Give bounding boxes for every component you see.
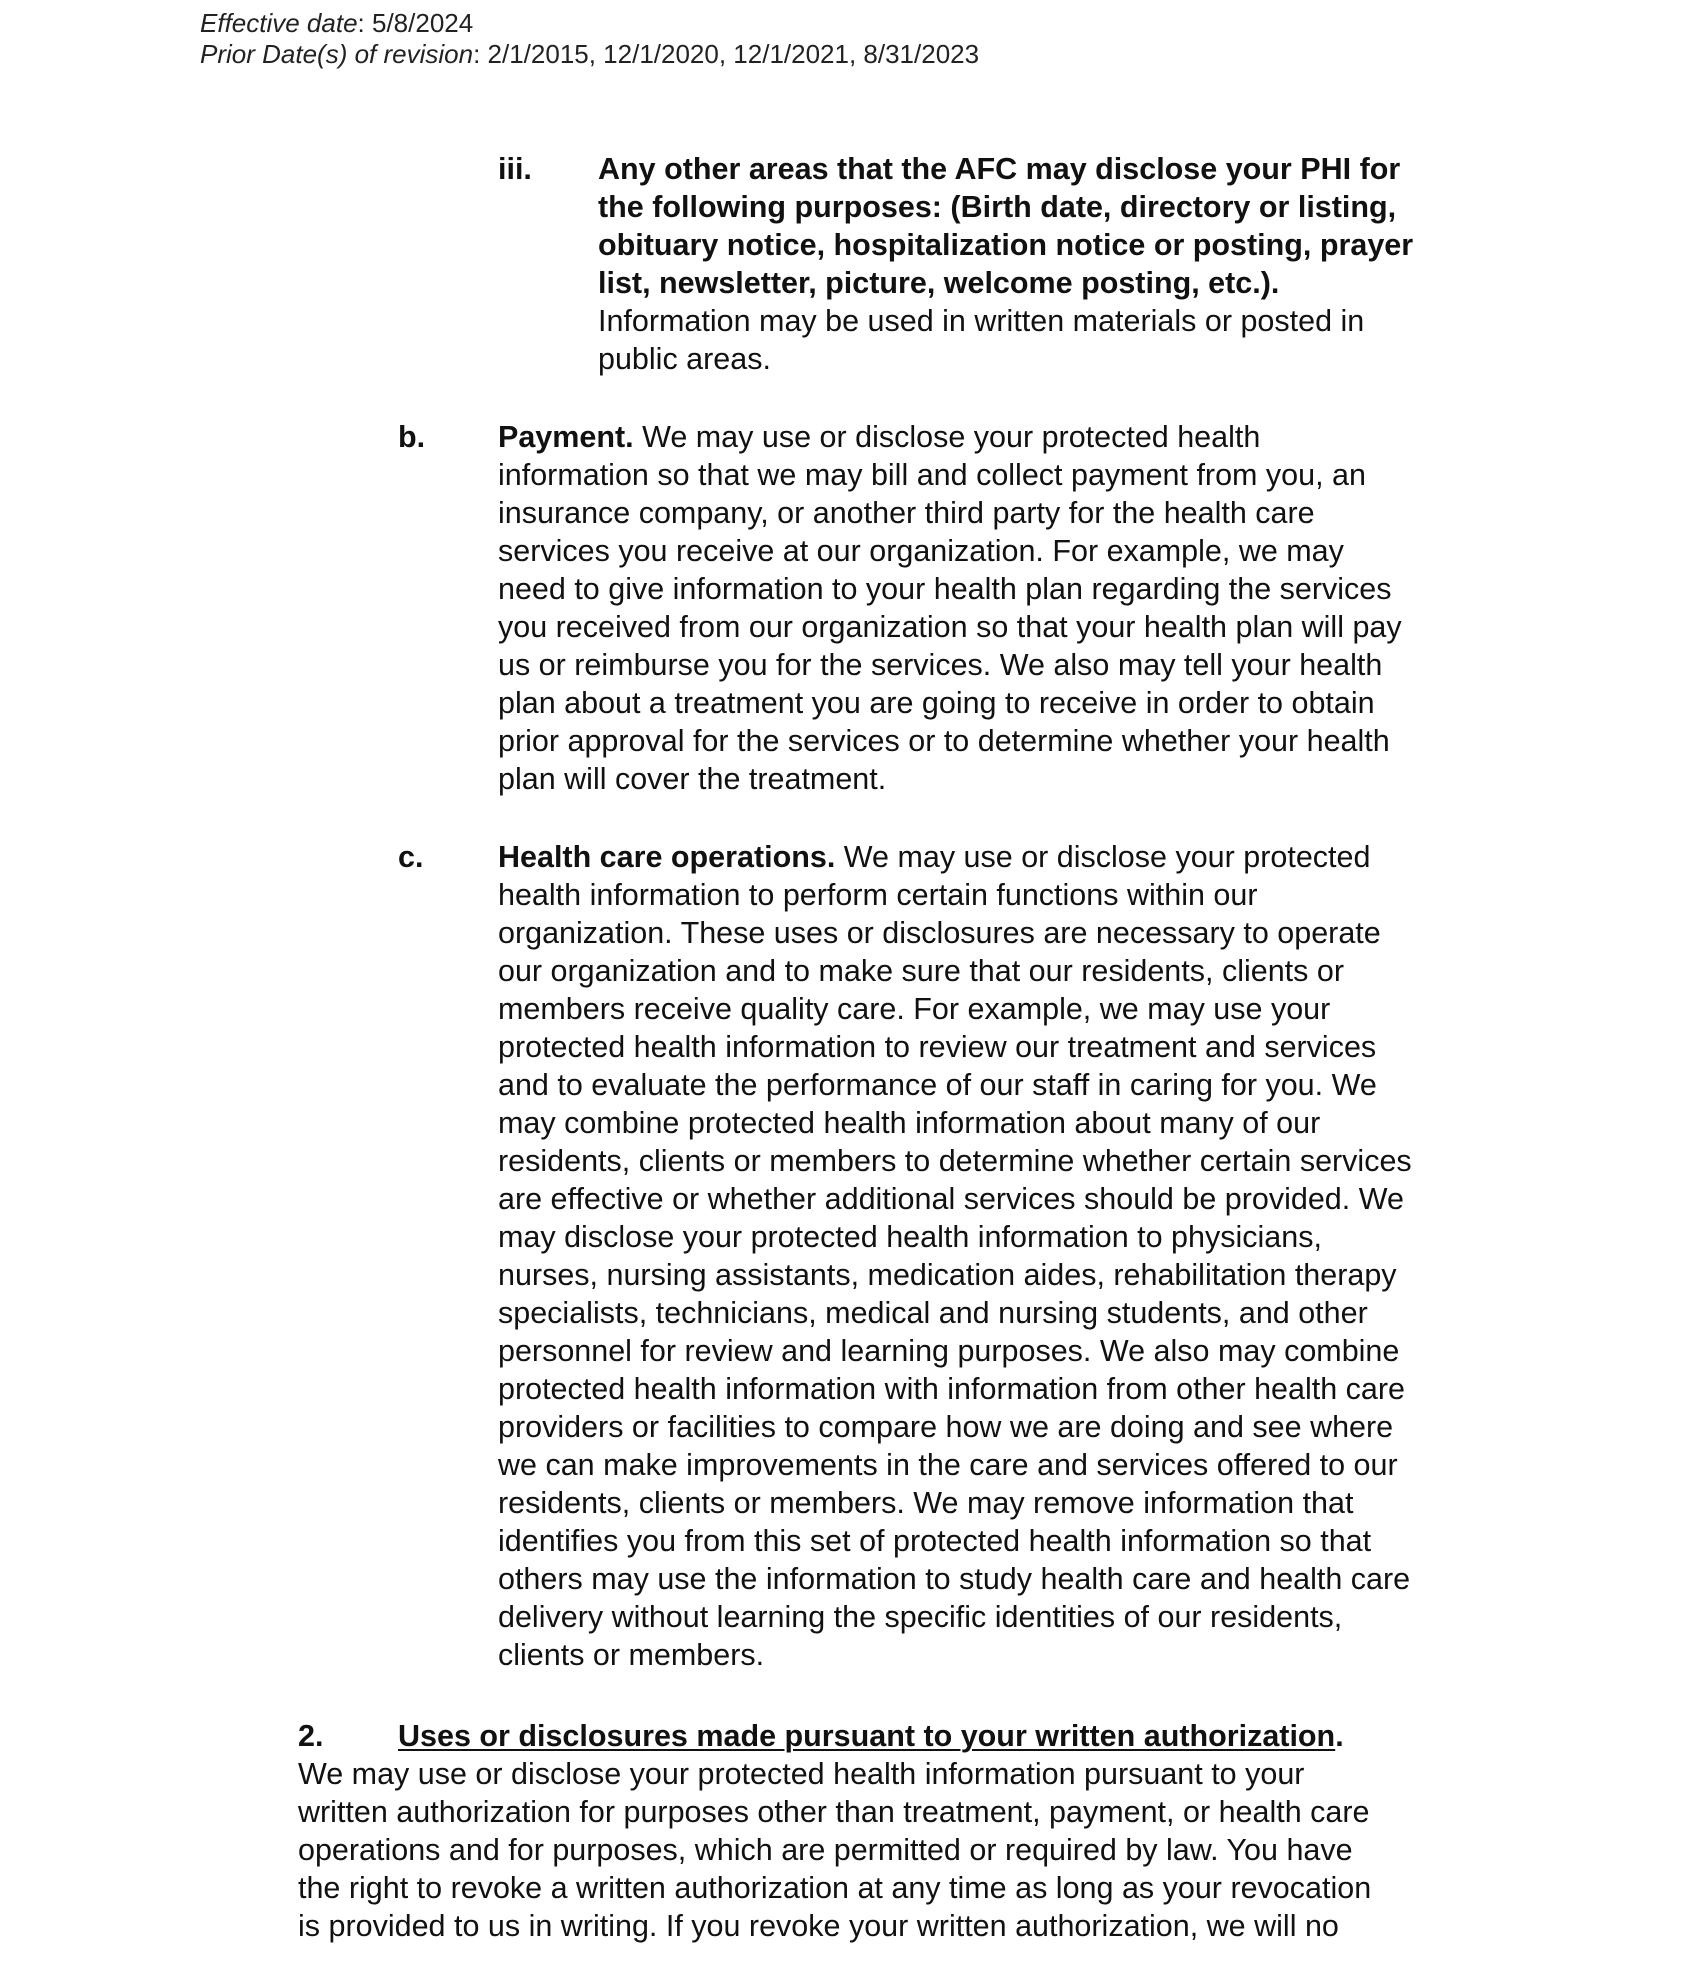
item-c-line: we can make improvements in the care and services offered to our (498, 1448, 1398, 1482)
prior-revision-line (200, 39, 979, 70)
section-2-line: written authorization for purposes other than treatment, payment, or health care (298, 1795, 1370, 1829)
item-c-line: residents, clients or members. We may remove information that (498, 1486, 1354, 1520)
section-2-title: Uses or disclosures made pursuant to your written authorization. (398, 1719, 1344, 1753)
item-b-line: need to give information to your health plan regarding the services (498, 572, 1392, 606)
section-2-line: is provided to us in writing. If you revoke your written authorization, we will no (298, 1909, 1339, 1943)
effective-date-label: Effective date (200, 8, 358, 38)
section-2-line: We may use or disclose your protected health information pursuant to your (298, 1757, 1305, 1791)
prior-revision-label: Prior Date(s) of revision (200, 39, 474, 69)
item-c-line: organization. These uses or disclosures are necessary to operate (498, 916, 1381, 950)
item-b-line: information so that we may bill and collect payment from you, an (498, 458, 1366, 492)
section-2-line: operations and for purposes, which are permitted or required by law. You have (298, 1833, 1353, 1867)
item-c-line: identifies you from this set of protected health information so that (498, 1524, 1372, 1558)
item-c-marker: c. (398, 840, 424, 874)
item-iii-bold-line: Any other areas that the AFC may disclose your PHI for (598, 152, 1401, 186)
item-b-line: prior approval for the services or to determine whether your health (498, 724, 1390, 758)
item-c-line: may disclose your protected health information to physicians, (498, 1220, 1322, 1254)
item-c-line: and to evaluate the performance of our staff in caring for you. We (498, 1068, 1377, 1102)
item-c-line: clients or members. (498, 1638, 765, 1672)
item-c-line: members receive quality care. For example, we may use your (498, 992, 1331, 1026)
effective-date-line (200, 8, 979, 39)
item-iii-bold-line: the following purposes: (Birth date, directory or listing, (598, 190, 1397, 224)
revision-header (200, 8, 979, 70)
item-b-line: us or reimburse you for the services. We also may tell your health (498, 648, 1383, 682)
effective-date-value: : 5/8/2024 (357, 8, 474, 38)
item-b-line: insurance company, or another third party for the health care (498, 496, 1315, 530)
item-c-line: our organization and to make sure that our residents, clients or (498, 954, 1344, 988)
item-c-line: health information to perform certain functions within our (498, 878, 1258, 912)
item-b-line: you received from our organization so that your health plan will pay (498, 610, 1402, 644)
item-c-line: delivery without learning the specific identities of our residents, (498, 1600, 1343, 1634)
item-c-line: protected health information to review our treatment and services (498, 1030, 1377, 1064)
item-b-marker: b. (398, 420, 426, 454)
section-2-marker: 2. (298, 1719, 324, 1753)
item-b-first-line: Payment. We may use or disclose your protected health (498, 420, 1261, 454)
item-iii-line: public areas. (598, 342, 771, 376)
item-c-line: nurses, nursing assistants, medication aides, rehabilitation therapy (498, 1258, 1397, 1292)
item-iii-line: Information may be used in written materials or posted in (598, 304, 1365, 338)
prior-revision-value: : 2/1/2015, 12/1/2020, 12/1/2021, 8/31/2023 (473, 39, 980, 69)
item-iii-bold-line: list, newsletter, picture, welcome posting, etc.). (598, 266, 1280, 300)
item-b-line: plan about a treatment you are going to receive in order to obtain (498, 686, 1375, 720)
section-2-line: the right to revoke a written authorization at any time as long as your revocation (298, 1871, 1372, 1905)
item-c-line: others may use the information to study health care and health care (498, 1562, 1411, 1596)
item-c-line: may combine protected health information about many of our (498, 1106, 1321, 1140)
item-c-line: personnel for review and learning purposes. We also may combine (498, 1334, 1400, 1368)
item-b-line: services you receive at our organization. For example, we may (498, 534, 1344, 568)
item-c-line: are effective or whether additional services should be provided. We (498, 1182, 1404, 1216)
item-c-first-line: Health care operations. We may use or disclose your protected (498, 840, 1371, 874)
item-c-line: residents, clients or members to determine whether certain services (498, 1144, 1412, 1178)
item-iii-marker: iii. (498, 152, 532, 186)
item-c-line: specialists, technicians, medical and nursing students, and other (498, 1296, 1368, 1330)
item-iii-bold-line: obituary notice, hospitalization notice or posting, prayer (598, 228, 1414, 262)
item-b-line: plan will cover the treatment. (498, 762, 887, 796)
item-c-line: providers or facilities to compare how we are doing and see where (498, 1410, 1394, 1444)
item-c-line: protected health information with information from other health care (498, 1372, 1406, 1406)
